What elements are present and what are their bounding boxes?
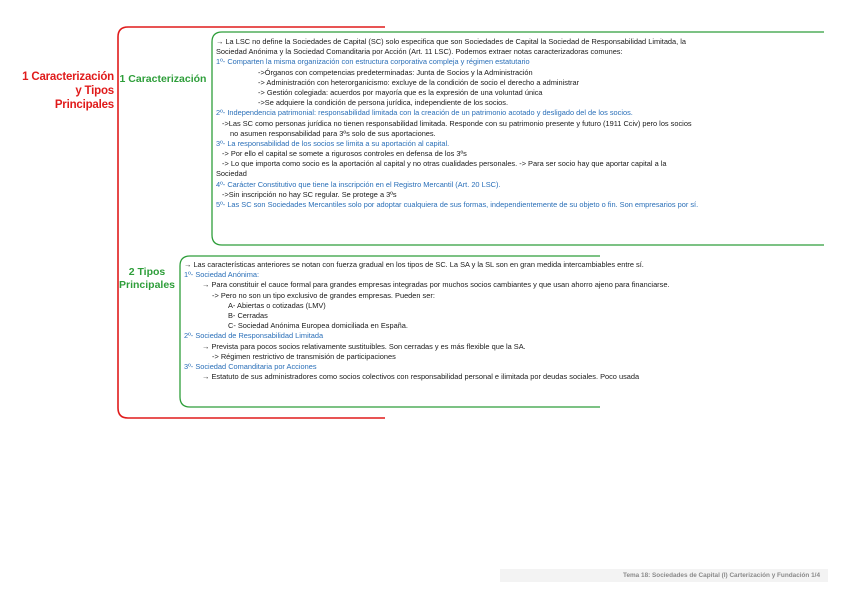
text-line: Sociedad bbox=[216, 169, 247, 179]
text-line: → Las características anteriores se notan con fuerza gradual en los tipos de SC. La SA y la SL son en gran medida intercambiables entre sí. bbox=[184, 260, 644, 269]
text-line: → Estatuto de sus administradores como socios colectivos con responsabilidad personal e ilimitada por deudas sociales. Poco usada bbox=[202, 372, 640, 382]
text-line: -> Gestión colegiada: acuerdos por mayoría que es la expresión de una voluntad única bbox=[258, 87, 543, 97]
main-title-line1: 1 Caracterización bbox=[22, 71, 114, 83]
section2-content bbox=[184, 260, 670, 382]
point-heading: 2º- Sociedad de Responsabilidad Limitada bbox=[184, 331, 324, 341]
text-line: C- Sociedad Anónima Europea domiciliada en España. bbox=[228, 321, 408, 331]
text-line: no asumen responsabilidad para 3ºs solo de sus aportaciones. bbox=[230, 128, 436, 138]
text-line: ->Sin inscripción no hay SC regular. Se protege a 3ºs bbox=[222, 189, 397, 199]
text-line: -> Por ello el capital se somete a rigurosos controles en defensa de los 3ºs bbox=[222, 149, 467, 159]
point-heading: 3º- Sociedad Comanditaria por Acciones bbox=[184, 361, 317, 371]
text-line: -> Pero no son un tipo exclusivo de grandes empresas. Pueden ser: bbox=[212, 290, 435, 300]
point-heading: 3º- La responsabilidad de los socios se limita a su aportación al capital. bbox=[216, 138, 450, 148]
text-line: -> Administración con heterorganicismo: excluye de la condición de socio el derecho a administrar bbox=[258, 77, 580, 87]
text-line: A- Abiertas o cotizadas (LMV) bbox=[228, 300, 326, 310]
text-line: ->Las SC como personas jurídica no tienen responsabilidad limitada. Responde con su patrimonio presente y futuro (1911 Cciv) pero los socios bbox=[222, 118, 692, 128]
main-title bbox=[8, 70, 114, 112]
text-line: B- Cerradas bbox=[228, 310, 268, 320]
text-line: ->Se adquiere la condición de persona jurídica, independiente de los socios. bbox=[258, 98, 509, 108]
section1-title: 1 Caracterización bbox=[119, 73, 207, 85]
main-title-line2: y Tipos bbox=[75, 85, 114, 97]
text-line: → La LSC no define la Sociedades de Capital (SC) solo especifica que son Sociedades de Capital la Sociedad de Responsabilidad Limitada, la bbox=[216, 37, 687, 46]
text-line: ->Órganos con competencias predeterminadas: Junta de Socios y la Administración bbox=[258, 67, 533, 77]
page-footer: Tema 18: Sociedades de Capital (I) Carterización y Fundación 1/4 bbox=[500, 569, 828, 582]
text-line: -> Lo que importa como socio es la aportación al capital y no otras cualidades personales. -> Para ser socio hay que aportar capital a la bbox=[222, 159, 667, 169]
point-heading: 1º- Comparten la misma organización con estructura corporativa compleja y régimen estatutario bbox=[216, 57, 530, 67]
point-heading: 4º- Carácter Constitutivo que tiene la inscripción en el Registro Mercantil (Art. 20 LSC). bbox=[216, 179, 501, 189]
section2-title: 2 Tipos Principales bbox=[118, 266, 176, 291]
point-heading: 5º- Las SC son Sociedades Mercantiles solo por adoptar cualquiera de sus formas, independientemente de su objeto o fin. Son empresarios por sí. bbox=[216, 200, 699, 209]
text-line: → Para constituir el cauce formal para grandes empresas integradas por muchos socios cambiantes y que usan ahorro ajeno para financiarse. bbox=[202, 280, 670, 290]
main-title-line3: Principales bbox=[54, 99, 114, 111]
point-heading: 1º- Sociedad Anónima: bbox=[184, 270, 260, 280]
section1-content bbox=[216, 37, 698, 210]
text-line: Sociedad Anónima y la Sociedad Comanditaria por Acción (Art. 11 LSC). Podemos extraer notas caracterizadoras comunes: bbox=[216, 47, 623, 57]
text-line: -> Régimen restrictivo de transmisión de participaciones bbox=[212, 351, 396, 361]
point-heading: 2º- Independencia patrimonial: responsabilidad limitada con la creación de un patrimonio acotado y desligado del de los socios. bbox=[216, 108, 633, 118]
text-line: → Prevista para pocos socios relativamente sustituibles. Son cerradas y es más flexible que la SA. bbox=[202, 341, 526, 351]
